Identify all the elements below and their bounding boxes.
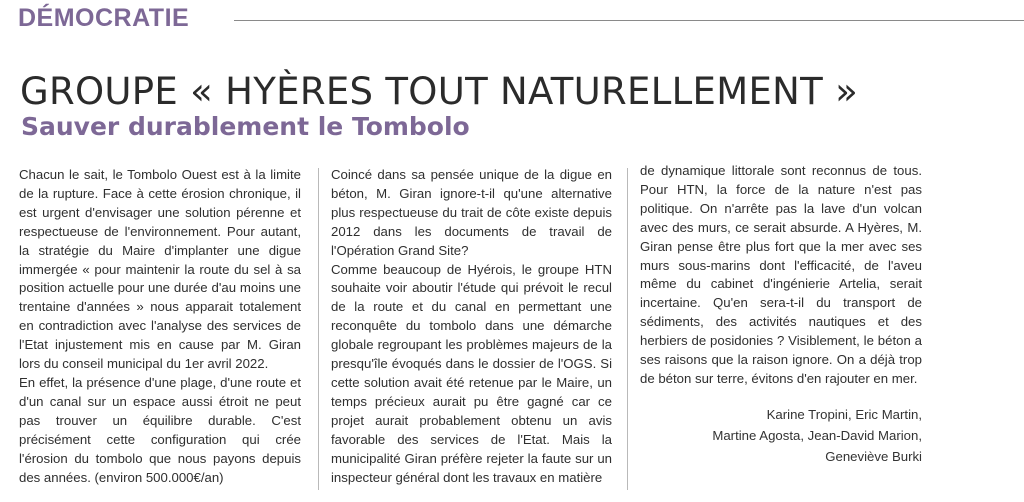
paragraph: de dynamique littorale sont reconnus de tous. Pour HTN, la force de la nature n'est pas politique. On n'arrête pas la lave d'un volcan avec des murs, ce serait absurde. A Hyères, M. Giran pense être plus fort que la mer avec ses murs sous-marins dont l'efficacité, de l'aveu même du cabinet d'ingénierie Artelia, serait incertaine. Qu'en sera-t-il du transport de sédiments, des activités nautiques et des herbiers de posidonies ? Visiblement, le béton a ses raisons que la raison ignore. On a déjà trop de béton sur terre, évitons d'en rajouter en mer. (640, 163, 922, 386)
section-header (0, 0, 1024, 40)
signature-line: Martine Agosta, Jean-David Marion, (712, 428, 922, 443)
paragraph: Chacun le sait, le Tombolo Ouest est à la limite de la rupture. Face à cette érosion chronique, il est urgent d'envisager une solution pérenne et respectueuse de l'environnement. Pour autant, la stratégie du Maire d'implanter une digue immergée « pour maintenir la route du sel à sa position actuelle pour une durée d'au moins une trentaine d'années » nous apparait totalement en contradiction avec l'analyse des services de l'Etat injustement mis en cause par M. Giran lors du conseil municipal du 1er avril 2022. (19, 167, 301, 372)
signature-line: Geneviève Burki (825, 449, 922, 464)
column-divider (627, 168, 628, 490)
section-divider (234, 20, 1024, 21)
paragraph: Comme beaucoup de Hyérois, le groupe HTN souhaite voir aboutir l'étude qui prévoit le recul de la route et du canal en permettant une reconquête du tombolo dans une démarche globale regroupant les problèmes majeurs de la presqu'île évoqués dans le dossier de l'OGS. Si cette solution avait été retenue par le Maire, un temps précieux aurait pu être gagné car ce projet aurait probablement obtenu un avis favorable des services de l'Etat. Mais la municipalité Giran préfère rejeter la faute sur un inspecteur général dont les travaux en matière (331, 261, 612, 485)
article-title: GROUPE « HYÈRES TOUT NATURELLEMENT » (20, 70, 859, 113)
article-subtitle: Sauver durablement le Tombolo (21, 112, 470, 141)
signatures (712, 404, 922, 467)
column-divider (318, 168, 319, 490)
paragraph: Coincé dans sa pensée unique de la digue en béton, M. Giran ignore-t-il qu'une alternative plus respectueuse du trait de côte existe depuis 2012 dans les documents de travail de l'Opération Grand Site? (331, 167, 612, 258)
article-column-3 (640, 162, 922, 389)
article-column-2 (331, 166, 612, 487)
signature-line: Karine Tropini, Eric Martin, (766, 407, 922, 422)
article-column-1 (19, 166, 301, 487)
paragraph: En effet, la présence d'une plage, d'une route et d'un canal sur un espace aussi étroit ne peut pas trouver un équilibre durable. C'est précisément cette configuration qui crée l'érosion du tombolo que nous payons depuis des années. (environ 500.000€/an) (19, 374, 301, 485)
section-label: DÉMOCRATIE (18, 4, 190, 32)
